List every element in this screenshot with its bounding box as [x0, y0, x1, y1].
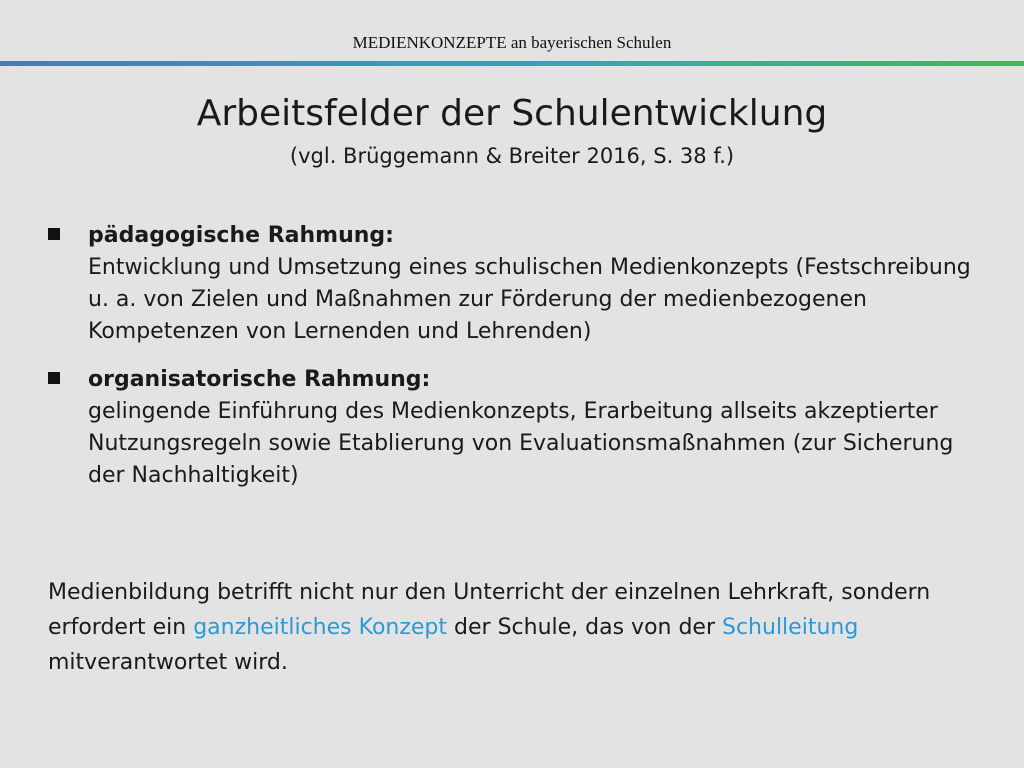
header-divider: [0, 61, 1024, 66]
highlight-schulleitung: Schulleitung: [722, 615, 859, 640]
bullet-item-paedagogisch: [48, 220, 988, 348]
bullet-list: [48, 220, 988, 508]
closing-text-3: mitverantwortet wird.: [48, 650, 288, 675]
slide-subtitle: (vgl. Brüggemann & Breiter 2016, S. 38 f.): [289, 144, 735, 168]
closing-text-2: der Schule, das von der: [447, 615, 722, 640]
square-bullet-icon: [48, 228, 60, 240]
bullet-heading: organisatorische Rahmung:: [88, 367, 431, 392]
bullet-body: Entwicklung und Umsetzung eines schulischen Medienkonzepts (Festschreibung u. a. von Zielen und Maßnahmen zur Förderung der medienbezogenen Kompetenzen von Lernenden und Lehrenden): [88, 255, 971, 344]
closing-paragraph: [48, 575, 988, 680]
header-title: MEDIENKONZEPTE an bayerischen Schulen: [352, 33, 672, 52]
square-bullet-icon: [48, 372, 60, 384]
slide-title: Arbeitsfelder der Schulentwicklung: [196, 93, 828, 134]
closing-text-1: Medienbildung betrifft nicht nur den Unterricht der einzelnen Lehrkraft, sondern erfordert ein: [48, 580, 931, 640]
bullet-item-organisatorisch: [48, 364, 988, 492]
highlight-ganzheitliches-konzept: ganzheitliches Konzept: [193, 615, 448, 640]
bullet-heading: pädagogische Rahmung:: [88, 223, 394, 248]
bullet-body: gelingende Einführung des Medienkonzepts, Erarbeitung allseits akzeptierter Nutzungsregeln sowie Etablierung von Evaluationsmaßnahmen (zur Sicherung der Nachhaltigkeit): [88, 399, 954, 488]
